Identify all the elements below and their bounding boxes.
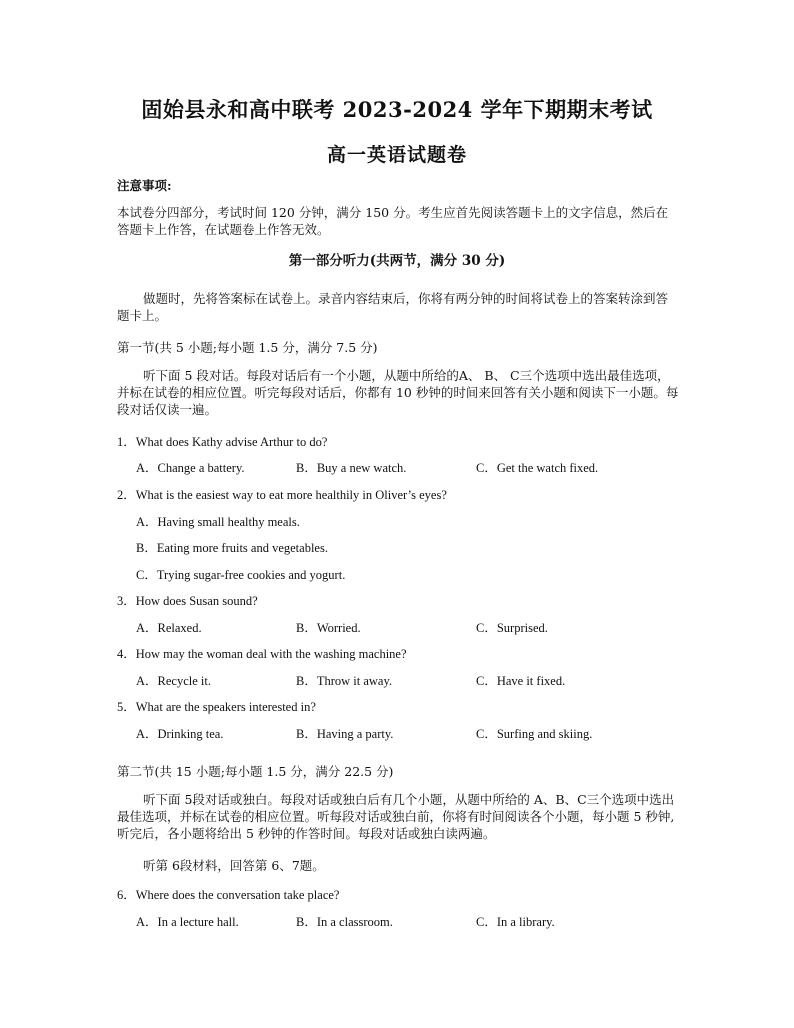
notice-body: 本试卷分四部分，考试时间 120 分钟，满分 150 分。考生应首先阅读答题卡上的文字信息，然后在答题卡上作答，在试题卷上作答无效。 [117, 205, 669, 237]
section1-intro: 听下面 5 段对话。每段对话后有一个小题，从题中所给的A、 B、 C三个选项中选出最佳选项，并标在试卷的相应位置。听完每段对话后，你都有 10 秒钟的时间来回答有关小题和阅读下一小题。每段对话仅读一遍。 [117, 368, 679, 417]
option-b: B．In a classroom. [296, 915, 393, 929]
option-a: A．Having small healthy meals. [136, 515, 300, 529]
part1-intro: 做题时，先将答案标在试卷上。录音内容结束后，你将有两分钟的时间将试卷上的答案转涂到答题卡上。 [117, 291, 669, 323]
option-b: B．Throw it away. [296, 674, 393, 688]
option-a: A．Recycle it. [136, 674, 211, 688]
option-c: C．Have it fixed. [476, 674, 566, 688]
option-b: B．Eating more fruits and vegetables. [136, 541, 328, 555]
option-a: A．In a lecture hall. [136, 915, 239, 929]
part1-heading: 第一部分听力(共两节，满分 30 分) [288, 253, 506, 269]
section2-heading: 第二节(共 15 小题;每小题 1.5 分，满分 22.5 分) [117, 764, 394, 779]
option-a: A．Drinking tea. [136, 727, 224, 741]
material-note: 听第 6段材料，回答第 6、7题。 [143, 858, 325, 873]
option-c: C．In a library. [476, 915, 555, 929]
option-b: B．Buy a new watch. [296, 461, 407, 475]
exam-title: 固始县永和高中联考 2023-2024 学年下期期末考试 [141, 97, 653, 122]
section2-intro: 听下面 5段对话或独白。每段对话或独白后有几个小题，从题中所给的 A、B、C三个选项中选出最佳选项，并标在试卷的相应位置。听每段对话或独白前，你将有时间阅读各个小题，每小题 5 秒钟,听完后，各小题将给出 5 秒钟的作答时间。每段对话或独白读两遍。 [117, 792, 675, 841]
option-c: C．Trying sugar-free cookies and yogurt. [136, 568, 346, 582]
question-stem: 6．Where does the conversation take place? [117, 888, 340, 902]
question-stem: 5．What are the speakers interested in? [117, 700, 316, 714]
option-a: A．Change a battery. [136, 461, 245, 475]
exam-subtitle: 高一英语试题卷 [326, 144, 467, 166]
question-stem: 4．How may the woman deal with the washing machine? [117, 647, 407, 661]
option-b: B．Worried. [296, 621, 361, 635]
section1-heading: 第一节(共 5 小题;每小题 1.5 分，满分 7.5 分) [117, 340, 378, 355]
question-stem: 2．What is the easiest way to eat more healthily in Oliver’s eyes? [117, 488, 447, 502]
option-c: C．Surfing and skiing. [476, 727, 593, 741]
question-stem: 3．How does Susan sound? [117, 594, 258, 608]
notice-heading: 注意事项: [117, 178, 172, 193]
option-a: A．Relaxed. [136, 621, 202, 635]
option-b: B．Having a party. [296, 727, 394, 741]
option-c: C．Surprised. [476, 621, 548, 635]
question-stem: 1．What does Kathy advise Arthur to do? [117, 435, 328, 449]
option-c: C．Get the watch fixed. [476, 461, 599, 475]
